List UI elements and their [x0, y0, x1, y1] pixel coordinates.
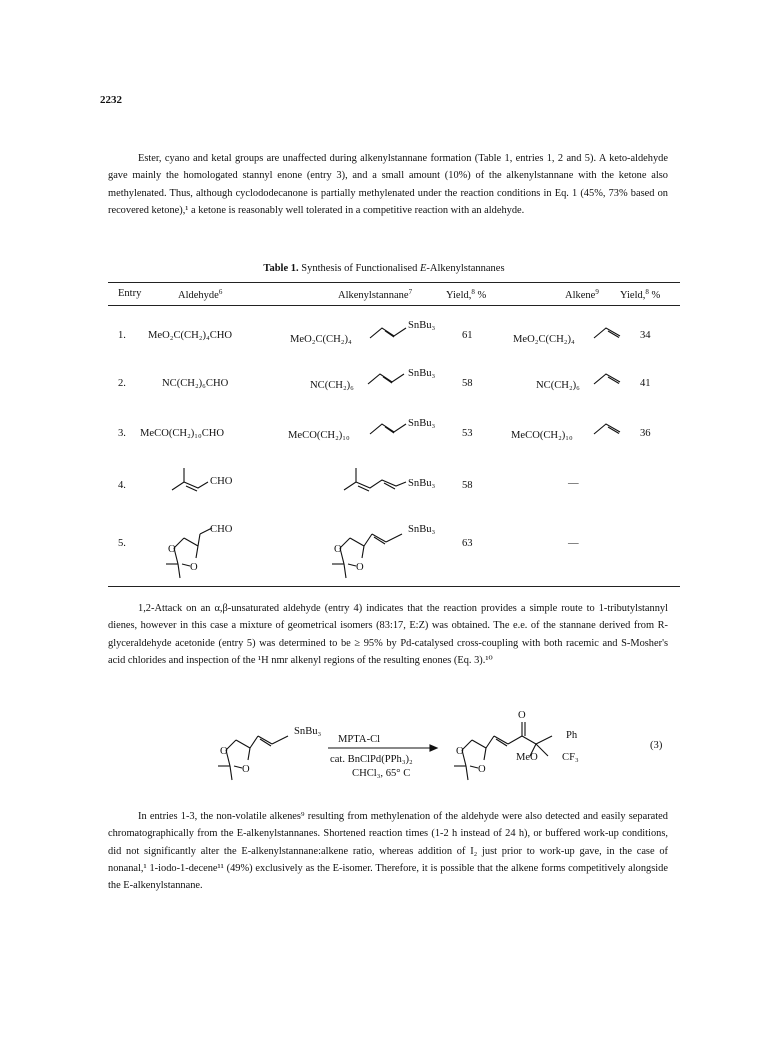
eq3-conditions: CHCl₃, 65° C [352, 768, 411, 779]
row4-alkene-dash: — [568, 478, 579, 489]
eq3-product-ring-o-bottom: O [478, 764, 486, 775]
row1-alkene-chain [592, 320, 632, 342]
table-bottom-rule [108, 586, 680, 587]
table-title-italic: E [419, 263, 427, 274]
table-title [0, 263, 768, 274]
row3-stannane-group: SnBu₃ [408, 418, 436, 429]
eq3-reactant-structure [212, 720, 302, 784]
eq3-catalyst: cat. BnClPd(PPh₃)₂ [330, 754, 413, 765]
row2-entry: 2. [118, 378, 126, 389]
intro-paragraph: Ester, cyano and ketal groups are unaffected during alkenylstannane formation (Table 1, entries 1, 2 and 5). A keto-aldehyde gave mainly the homologated stannyl enone (entry 3), and a small amount (10%) of the alkenylstannane with the ketone also methylenated. Thus, although cyclododecanone is partially methylenated under the reaction conditions in Eq. 1 (45%, 73% based on recovered ketone),¹ a ketone is reasonably well tolerated in a competitive reaction with an aldehyde. [108, 153, 668, 216]
row3-stannane-prefix: MeCO(CH₂)₁₀ [288, 430, 350, 441]
eq3-product-ph: Ph [566, 730, 578, 741]
row2-stannane-prefix: NC(CH₂)₆ [310, 380, 354, 391]
eq3-reaction-arrow [326, 742, 440, 754]
eq3-product-cf3: CF₃ [562, 752, 579, 763]
header-aldehyde: Aldehyde$^6$ [178, 288, 223, 301]
row5-stannane-ring-o-top: O [334, 544, 342, 555]
eq3-product-structure [448, 708, 598, 784]
eq3-product-carbonyl-o: O [518, 710, 526, 721]
row1-alkene-prefix: MeO₂C(CH₂)₄ [513, 334, 575, 345]
row5-aldehyde-ring-o-top: O [168, 544, 176, 555]
table-title-prefix: Table 1. [263, 263, 299, 274]
row2-aldehyde: NC(CH₂)₆CHO [162, 378, 229, 389]
row4-aldehyde-label: CHO [210, 476, 233, 487]
row1-yield-stannane: 61 [462, 330, 473, 341]
header-alkene: Alkene$^9$ [565, 288, 599, 301]
eq3-product-meo: MeO [516, 752, 538, 763]
eq3-reactant-ring-o-top: O [220, 746, 228, 757]
row1-aldehyde: MeO₂C(CH₂)₄CHO [148, 330, 233, 341]
row2-stannane-group: SnBu₃ [408, 368, 436, 379]
row3-aldehyde: MeCO(CH₂)₁₀CHO [140, 428, 225, 439]
row2-alkene-prefix: NC(CH₂)₆ [536, 380, 580, 391]
eq3-product-ring-o-top: O [456, 746, 464, 757]
table-header-rule [108, 305, 680, 306]
row5-aldehyde-label: CHO [210, 524, 233, 535]
row5-stannane-ring-o-bottom: O [356, 562, 364, 573]
paragraph-3: In entries 1-3, the non-volatile alkenes⁹ resulting from methylenation of the aldehyde were also detected and easily separated chromatographically from the E-alkenylstannanes. Shortened reaction times (1-2 h instead of 24 h), or buffered work-up conditions, did not significantly alter the E-alkenylstannane:alkene ratio, whereas addition of I₂ just prior to work-up gave, in the case of nonanal,¹ 1-iodo-1-decene¹¹ (49%) exclusively as the E-isomer. Therefore, it is possible that the alkene forms competitively alongside the E-alkenylstannane. [108, 811, 668, 892]
paragraph-2: 1,2-Attack on an α,β-unsaturated aldehyde (entry 4) indicates that the reaction provides a simple route to 1-tributylstannyl dienes, however in this case a mixture of geometrical isomers (83:17, E:Z) was obtained. The e.e. of the stannane derived from R-glyceraldehyde acetonide (entry 5) was determined to be ≥ 95% by Pd-catalysed cross-coupling with both racemic and S-Mosher's acid chlorides and inspection of the ¹H nmr alkenyl regions of the resulting enones (Eq. 3).¹⁰ [108, 603, 668, 666]
eq3-reagent: MPTA-Cl [338, 734, 381, 745]
eq3-reactant-ring-o-bottom: O [242, 764, 250, 775]
table-title-suffix: -Alkenylstannanes [426, 263, 505, 274]
row4-yield-stannane: 58 [462, 480, 473, 491]
eq3-reactant-group: SnBu₃ [294, 726, 322, 737]
row2-yield-stannane: 58 [462, 378, 473, 389]
row1-yield-alkene: 34 [640, 330, 651, 341]
header-alkenylstannane: Alkenylstannane$^7$ [338, 288, 413, 301]
row5-stannane-group: SnBu₃ [408, 524, 436, 535]
row3-alkene-chain [592, 416, 632, 438]
row2-alkene-chain [592, 366, 632, 388]
eq3-number: (3) [650, 740, 663, 751]
header-yield-alkene: Yield,$^8$ % [620, 288, 661, 301]
row1-entry: 1. [118, 330, 126, 341]
table-top-rule [108, 282, 680, 283]
row5-aldehyde-ring-o-bottom: O [190, 562, 198, 573]
page-number: 2232 [100, 94, 122, 106]
row4-stannane-group: SnBu₃ [408, 478, 436, 489]
row5-alkene-dash: — [568, 538, 579, 549]
table-title-text: Synthesis of Functionalised [298, 263, 420, 274]
row2-yield-alkene: 41 [640, 378, 651, 389]
row5-yield-stannane: 63 [462, 538, 473, 549]
row4-entry: 4. [118, 480, 126, 491]
row3-alkene-prefix: MeCO(CH₂)₁₀ [511, 430, 573, 441]
row3-yield-stannane: 53 [462, 428, 473, 439]
row1-stannane-group: SnBu₃ [408, 320, 436, 331]
row1-stannane-prefix: MeO₂C(CH₂)₄ [290, 334, 352, 345]
row3-entry: 3. [118, 428, 126, 439]
header-yield-stannane: Yield,$^8$ % [446, 288, 487, 301]
row4-stannane-structure [340, 466, 410, 496]
row4-aldehyde-structure [168, 466, 212, 496]
header-entry: Entry [118, 288, 142, 299]
row5-stannane-structure [326, 518, 410, 582]
row5-entry: 5. [118, 538, 126, 549]
row3-yield-alkene: 36 [640, 428, 651, 439]
